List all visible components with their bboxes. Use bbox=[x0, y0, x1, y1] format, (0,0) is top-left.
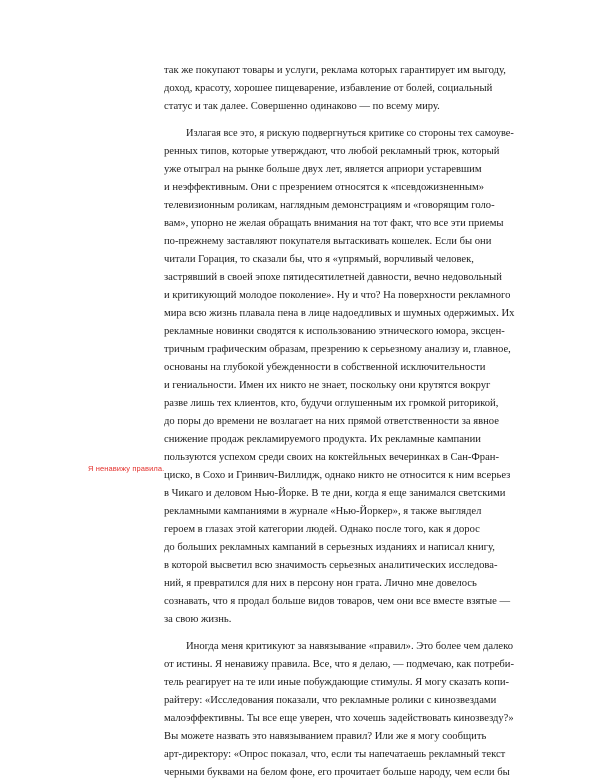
text-line: за свою жизнь. bbox=[164, 614, 232, 625]
text-line: ний, я превратился для них в персону нон грата. Лично мне довелось bbox=[164, 578, 477, 589]
text-line: рекламными кампаниями в журнале «Нью-Йоркер», я также выглядел bbox=[164, 506, 482, 517]
text-line: Иногда меня критикуют за навязывание «правил». Это более чем далеко bbox=[186, 641, 514, 652]
text-line: до поры до времени не возлагает на них прямой ответственности за явное bbox=[164, 416, 499, 427]
text-line: мира всю жизнь плавала пена в лице надоедливых и шумных одержимых. Их bbox=[164, 308, 515, 319]
text-line: до больших рекламных кампаний в серьезных изданиях и написал книгу, bbox=[164, 542, 495, 553]
text-line: малоэффективны. Ты все еще уверен, что хочешь задействовать кинозвезду?» bbox=[164, 713, 514, 724]
text-line: разве лишь тех клиентов, кто, будучи оглушенным их громкой риторикой, bbox=[164, 398, 499, 409]
text-line: тель реагирует на те или иные побуждающие стимулы. Я могу сказать копи- bbox=[164, 677, 510, 688]
text-line: Вы можете назвать это навязыванием правил? Или же я могу сообщить bbox=[164, 731, 487, 742]
text-line: вам», упорно не желая обращать внимания на тот факт, что все эти приемы bbox=[164, 218, 504, 229]
text-line: рекламные новинки сводятся к использованию этнического юмора, эксцен- bbox=[164, 326, 505, 337]
text-line: сознавать, что я продал больше видов товаров, чем они все вместе взятые — bbox=[164, 596, 511, 607]
text-line: застрявший в своей эпохе пятидесятилетней давности, вечно недовольный bbox=[164, 272, 502, 283]
text-line: телевизионным роликам, наглядным демонстрациям и «говорящим голо- bbox=[164, 200, 495, 211]
text-line: черными буквами на белом фоне, его прочитает больше народу, чем если бы bbox=[164, 767, 510, 778]
text-line: арт-директору: «Опрос показал, что, если ты напечатаешь рекламный текст bbox=[164, 749, 506, 760]
text-line: от истины. Я ненавижу правила. Все, что я делаю, — подмечаю, как потреби- bbox=[164, 659, 514, 670]
paragraph-2 bbox=[164, 125, 514, 629]
text-line: и критикующий молодое поколение». Ну и что? На поверхности рекламного bbox=[164, 290, 511, 301]
text-line: по-прежнему заставляют покупателя вытаскивать кошелек. Если бы они bbox=[164, 236, 492, 247]
text-line: основаны на глубокой убежденности в собственной исключительности bbox=[164, 362, 486, 373]
text-column bbox=[164, 62, 514, 782]
text-line: в Чикаго и деловом Нью-Йорке. В те дни, когда я еще занимался светскими bbox=[164, 488, 506, 499]
text-line: в которой высветил всю значимость серьезных аналитических исследова- bbox=[164, 560, 498, 571]
text-line: и гениальности. Имен их никто не знает, поскольку они крутятся вокруг bbox=[164, 380, 491, 391]
text-line: так же покупают товары и услуги, реклама которых гарантирует им выгоду, bbox=[164, 65, 506, 76]
text-line: Излагая все это, я рискую подвергнуться критике со стороны тех самоуве- bbox=[186, 128, 514, 139]
text-line: героем в глазах этой категории людей. Однако после того, как я дорос bbox=[164, 524, 480, 535]
paragraph-1 bbox=[164, 62, 514, 116]
text-line: циско, в Сохо и Гринвич-Виллидж, однако никто не относится к ним всерьез bbox=[164, 470, 511, 481]
text-line: снижение продаж рекламируемого продукта. Их рекламные кампании bbox=[164, 434, 481, 445]
text-line: ренных типов, которые утверждают, что любой рекламный трюк, который bbox=[164, 146, 500, 157]
text-line: читали Горация, то сказали бы, что я «упрямый, ворчливый человек, bbox=[164, 254, 474, 265]
text-line: доход, красоту, хорошее пищеварение, избавление от болей, социальный bbox=[164, 83, 493, 94]
text-line: уже отыграл на рынке больше двух лет, является априори устаревшим bbox=[164, 164, 482, 175]
text-line: тричным графическим образам, презрению к серьезному анализу и, главное, bbox=[164, 344, 511, 355]
text-line: райтеру: «Исследования показали, что рекламные ролики с кинозвездами bbox=[164, 695, 497, 706]
text-line: пользуются успехом среди своих на коктейльных вечеринках в Сан-Фран- bbox=[164, 452, 499, 463]
margin-note: Я ненавижу правила. bbox=[88, 464, 165, 473]
text-line: и неэффективным. Они с презрением относятся к «псевдожизненным» bbox=[164, 182, 485, 193]
text-line: статус и так далее. Совершенно одинаково — по всему миру. bbox=[164, 101, 440, 112]
paragraph-3 bbox=[164, 638, 514, 782]
